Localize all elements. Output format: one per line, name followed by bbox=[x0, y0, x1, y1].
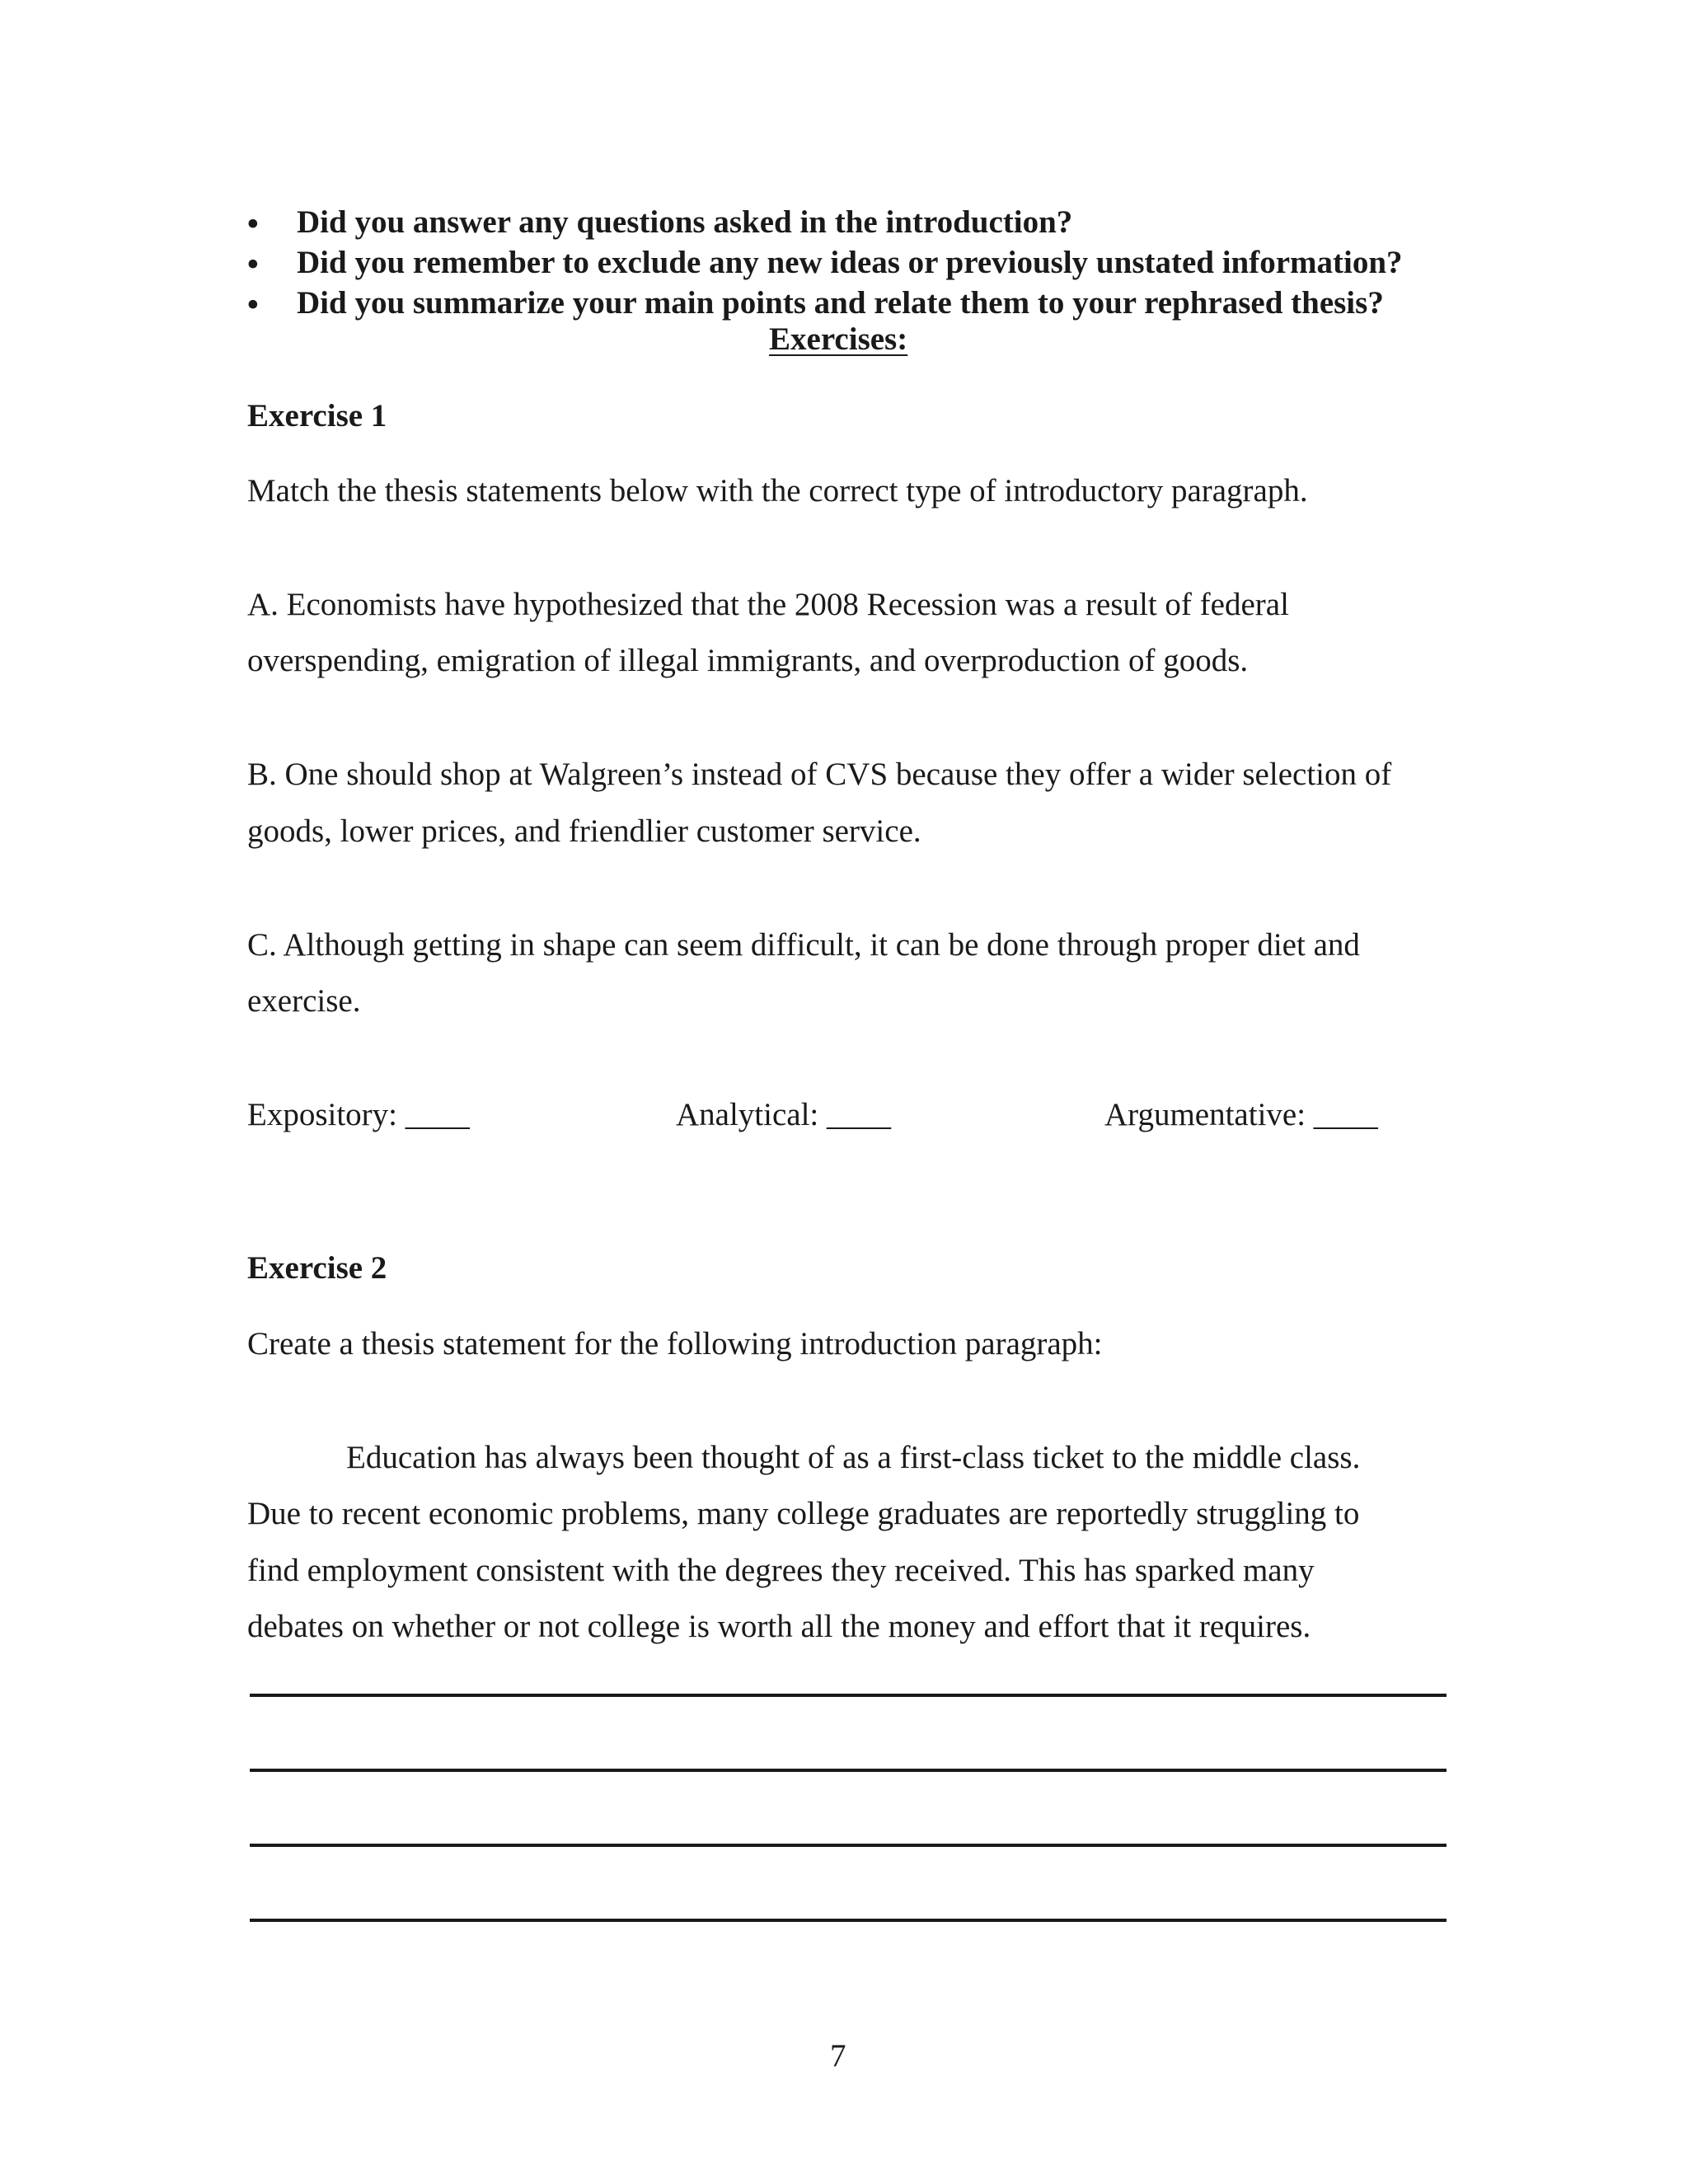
exercises-heading: Exercises: bbox=[769, 321, 908, 357]
paragraph-line: find employment consistent with the degrees they received. This has sparked many bbox=[247, 1553, 1315, 1588]
analytical-answer-blank: Analytical: ____ bbox=[676, 1097, 892, 1132]
thesis-statement-a-line-1: A. Economists have hypothesized that the 2008 Recession was a result of federal bbox=[247, 587, 1289, 622]
page-number: 7 bbox=[830, 2038, 846, 2074]
exercise-2-instruction: Create a thesis statement for the following introduction paragraph: bbox=[247, 1326, 1103, 1361]
argumentative-answer-blank: Argumentative: ____ bbox=[1104, 1097, 1378, 1132]
paragraph-line: debates on whether or not college is worth all the money and effort that it requires. bbox=[247, 1609, 1311, 1644]
exercise-1-instruction: Match the thesis statements below with the correct type of introductory paragraph. bbox=[247, 473, 1308, 509]
bullet-icon: • bbox=[247, 206, 259, 241]
answer-line bbox=[250, 1919, 1447, 1922]
checklist-item: Did you answer any questions asked in the introduction? bbox=[297, 204, 1073, 240]
thesis-statement-c-line-2: exercise. bbox=[247, 983, 361, 1019]
thesis-statement-c-line-1: C. Although getting in shape can seem difficult, it can be done through proper diet and bbox=[247, 927, 1360, 963]
exercise-2-title: Exercise 2 bbox=[247, 1250, 387, 1286]
expository-answer-blank: Expository: ____ bbox=[247, 1097, 470, 1132]
paragraph-line: Education has always been thought of as a first-class ticket to the middle class. bbox=[346, 1440, 1361, 1475]
answer-line bbox=[250, 1694, 1447, 1697]
answer-line bbox=[250, 1844, 1447, 1847]
checklist-item: Did you remember to exclude any new ideas or previously unstated information? bbox=[297, 245, 1403, 280]
thesis-statement-a-line-2: overspending, emigration of illegal immigrants, and overproduction of goods. bbox=[247, 643, 1249, 678]
thesis-statement-b-line-2: goods, lower prices, and friendlier customer service. bbox=[247, 813, 921, 849]
exercise-1-title: Exercise 1 bbox=[247, 398, 387, 434]
paragraph-line: Due to recent economic problems, many college graduates are reportedly struggling to bbox=[247, 1496, 1360, 1531]
thesis-statement-b-line-1: B. One should shop at Walgreen’s instead of CVS because they offer a wider selection of bbox=[247, 757, 1392, 792]
bullet-icon: • bbox=[247, 287, 259, 322]
checklist-item: Did you summarize your main points and relate them to your rephrased thesis? bbox=[297, 285, 1384, 321]
bullet-icon: • bbox=[247, 246, 259, 282]
answer-line bbox=[250, 1769, 1447, 1772]
